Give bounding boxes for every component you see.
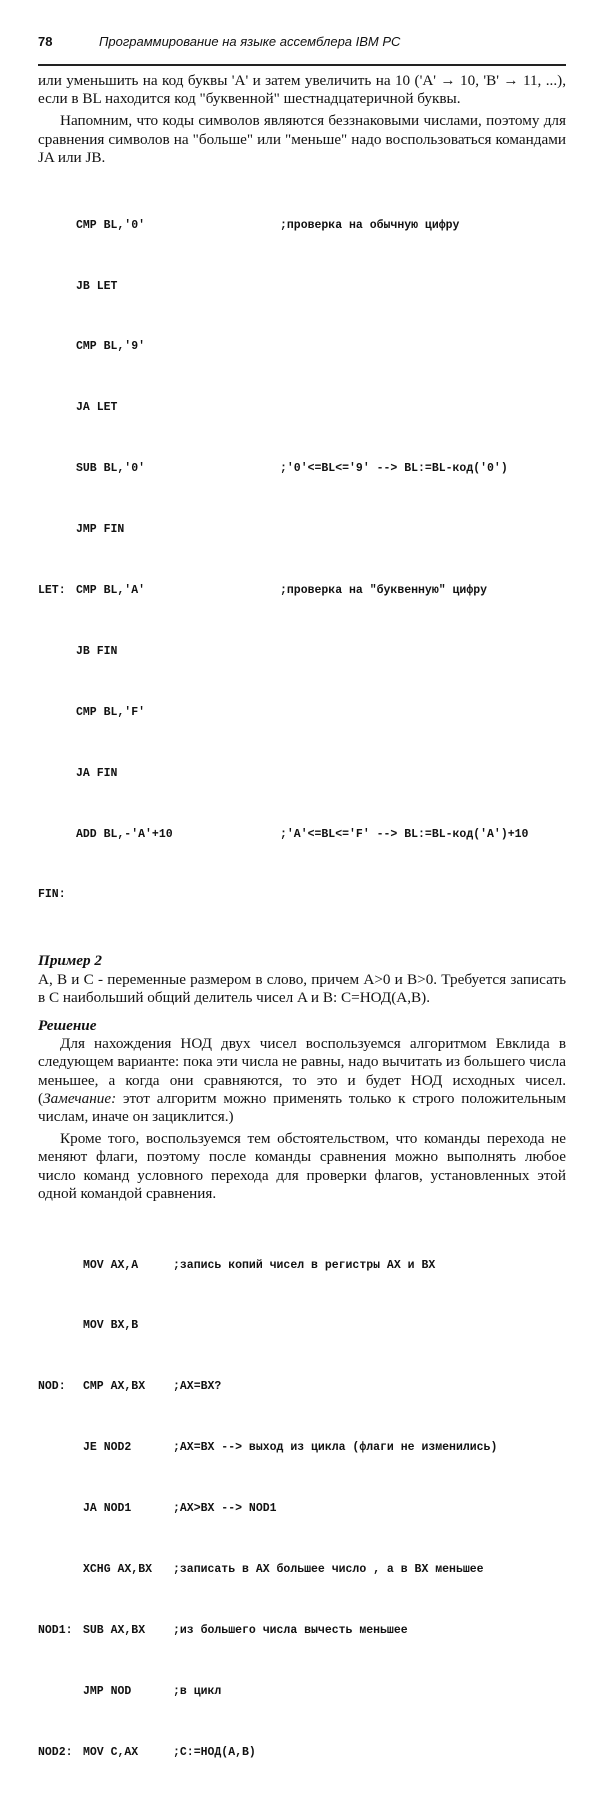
code-line: JB FIN [76, 644, 118, 658]
code-line: MOV AX,A ;запись копий чисел в регистры AX и BX [83, 1258, 436, 1272]
code-line: ADD BL,-'A'+10 ;'A'<=BL<='F' --> BL:=BL-код('A')+10 [76, 827, 529, 841]
header-rule [38, 64, 566, 66]
paragraph: или уменьшить на код буквы 'A' и затем увеличить на 10 ('A' → 10, 'B' → 11, ...), если в BL находится код "буквенной" шестнадцатеричной буквы. [38, 72, 566, 108]
code-line: LET: CMP BL,'A' ;проверка на "буквенную" цифру [38, 583, 488, 597]
solution-paragraph-1: Для нахождения НОД двух чисел воспользуемся алгоритмом Евклида в следующем варианте: пока эти числа не равны, надо вычитать из большего числа меньшее, а когда они сравняются, то это и будет НОД исходных чисел. (Замечание: этот алгоритм можно применять только к строго положительным числам, иначе он зациклится.) [38, 1035, 566, 1125]
code-listing-2 [38, 1215, 566, 1804]
code-line: JMP NOD ;в цикл [83, 1684, 222, 1698]
code-line: CMP BL,'F' [76, 705, 146, 719]
page-header [38, 34, 566, 58]
code-line: JMP FIN [76, 523, 125, 537]
page-number: 78 [38, 34, 53, 49]
code-line: JB LET [76, 279, 118, 293]
code-line: CMP BL,'9' [76, 340, 146, 354]
paragraph: Напомним, что коды символов являются беззнаковыми числами, поэтому для сравнения символов на "больше" или "меньше" надо воспользоваться командами JA или JB. [38, 112, 566, 166]
code-line: NOD1: SUB AX,BX ;из большего числа вычесть меньшее [38, 1623, 408, 1637]
code-line: CMP BL,'0' ;проверка на обычную цифру [76, 218, 460, 232]
example-heading: Пример 2 [38, 952, 102, 970]
code-line: JA FIN [76, 766, 118, 780]
page-body [38, 72, 566, 1804]
code-line: JA LET [76, 401, 118, 415]
note-label: Замечание: [43, 1089, 117, 1107]
code-line: JA NOD1 ;AX>BX --> NOD1 [83, 1502, 277, 1516]
running-title: Программирование на языке ассемблера IBM PC [99, 34, 401, 49]
solution-heading: Решение [38, 1016, 97, 1034]
code-listing-1 [38, 175, 566, 946]
code-line: JE NOD2 ;AX=BX --> выход из цикла (флаги не изменились) [83, 1441, 498, 1455]
solution-paragraph-2: Кроме того, воспользуемся тем обстоятельством, что команды перехода не меняют флаги, поэтому после команды сравнения можно выполнять любое число команд условного перехода для проверки флагов, установленных этой одной командой сравнения. [38, 1130, 566, 1202]
code-line: FIN: [38, 888, 66, 902]
code-line: NOD: CMP AX,BX ;AX=BX? [38, 1380, 222, 1394]
example-text: A, B и C - переменные размером в слово, причем A>0 и B>0. Требуется записать в C наибольший общий делитель чисел A и B: C=НОД(A,B). [38, 970, 566, 1006]
code-line: XCHG AX,BX ;записать в AX большее число , а в BX меньшее [83, 1562, 484, 1576]
code-line: SUB BL,'0' ;'0'<=BL<='9' --> BL:=BL-код('0') [76, 462, 508, 476]
code-line: MOV BX,B [83, 1319, 139, 1333]
code-line: NOD2: MOV C,AX ;C:=НОД(A,B) [38, 1745, 256, 1759]
